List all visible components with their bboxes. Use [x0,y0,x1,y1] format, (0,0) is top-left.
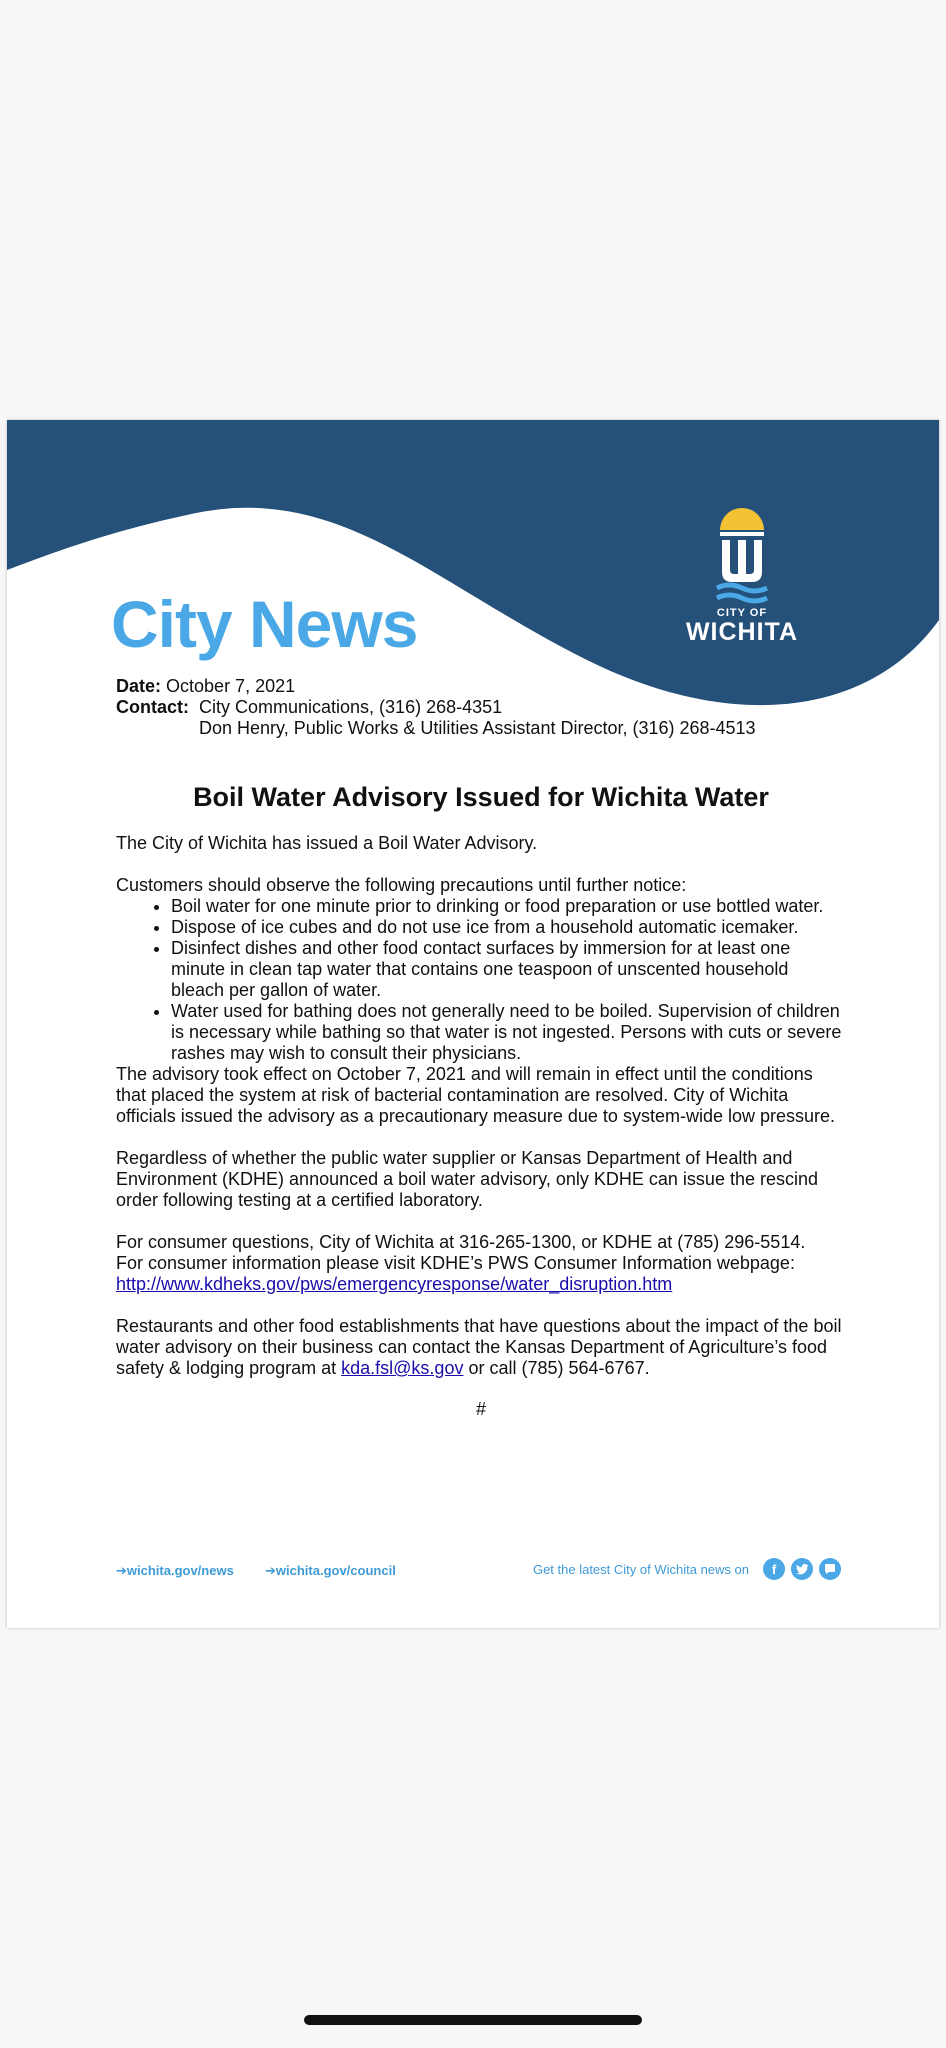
list-item: • Dispose of ice cubes and do not use ice from a household automatic icemaker. [171,917,846,938]
restaurant-text: Restaurants and other food establishments that have questions about the impact of the boil water advisory on their business can contact the Kansas Department of Agriculture’s food safety & lodging program at [116,1316,842,1378]
contact-1: City Communications, (316) 268-4351 [199,697,503,717]
logo-city-of: CITY OF [716,607,768,619]
contact-names [199,697,756,739]
date-row [116,676,846,697]
questions-line-1: For consumer questions, City of Wichita at 316-265-1300, or KDHE at (785) 296-5514. [116,1232,806,1252]
footer [116,1558,841,1584]
press-release-page [7,420,939,1628]
wichita-logo-icon [667,490,817,605]
contact-2: Don Henry, Public Works & Utilities Assistant Director, (316) 268-4513 [199,718,756,738]
kdhe-webpage-link[interactable]: http://www.kdheks.gov/pws/emergencyresponse/water_disruption.htm [116,1274,673,1294]
restaurant-paragraph [116,1316,846,1379]
contact-label: Contact: [116,697,189,717]
footer-link-news[interactable]: ➔wichita.gov/news [116,1563,234,1578]
list-item: • Boil water for one minute prior to drinking or food preparation or use bottled water. [171,896,846,917]
twitter-icon[interactable] [791,1558,813,1580]
precautions-lead: Customers should observe the following precautions until further notice: [116,875,687,895]
list-item: • Disinfect dishes and other food contact surfaces by immersion for at least one minute in clean tap water that contains one teaspoon of unscented household bleach per gallon of water. [171,938,846,1001]
intro-paragraph: The City of Wichita has issued a Boil Water Advisory. [116,833,538,853]
city-logo [667,490,817,660]
logo-wichita: WICHITA [685,618,799,646]
article-content [116,676,846,1420]
restaurant-text-after: or call (785) 564-6767. [468,1358,650,1378]
social-bar [533,1558,841,1580]
questions-line-2: For consumer information please visit KDHE’s PWS Consumer Information webpage: [116,1253,795,1273]
list-item: • Water used for bathing does not generally need to be boiled. Supervision of children is necessary while bathing so that water is not ingested. Persons with cuts or severe rashes may wish to consult their physicians. [171,1001,846,1064]
home-indicator[interactable] [304,2015,642,2025]
chat-icon[interactable] [819,1558,841,1580]
date-value: October 7, 2021 [166,676,296,696]
date-label: Date: [116,676,162,696]
page-title: City News [111,587,418,661]
contact-row [116,697,846,739]
kda-email-link[interactable]: kda.fsl@ks.gov [341,1358,464,1378]
precautions-list [116,896,846,1064]
end-mark: # [475,1399,486,1419]
facebook-icon[interactable]: f [763,1558,785,1580]
social-text: Get the latest City of Wichita news on [532,1561,749,1577]
kdhe-paragraph: Regardless of whether the public water supplier or Kansas Department of Health and Environment (KDHE) announced a boil water advisory, only KDHE can issue the rescind order following testing at a certified laboratory. [116,1148,818,1210]
footer-link-council[interactable]: ➔wichita.gov/council [265,1563,396,1578]
headline: Boil Water Advisory Issued for Wichita Water [193,782,769,812]
effect-paragraph: The advisory took effect on October 7, 2021 and will remain in effect until the conditions that placed the system at risk of bacterial contamination are resolved. City of Wichita officials issued the advisory as a precautionary measure due to system-wide low pressure. [116,1064,836,1126]
